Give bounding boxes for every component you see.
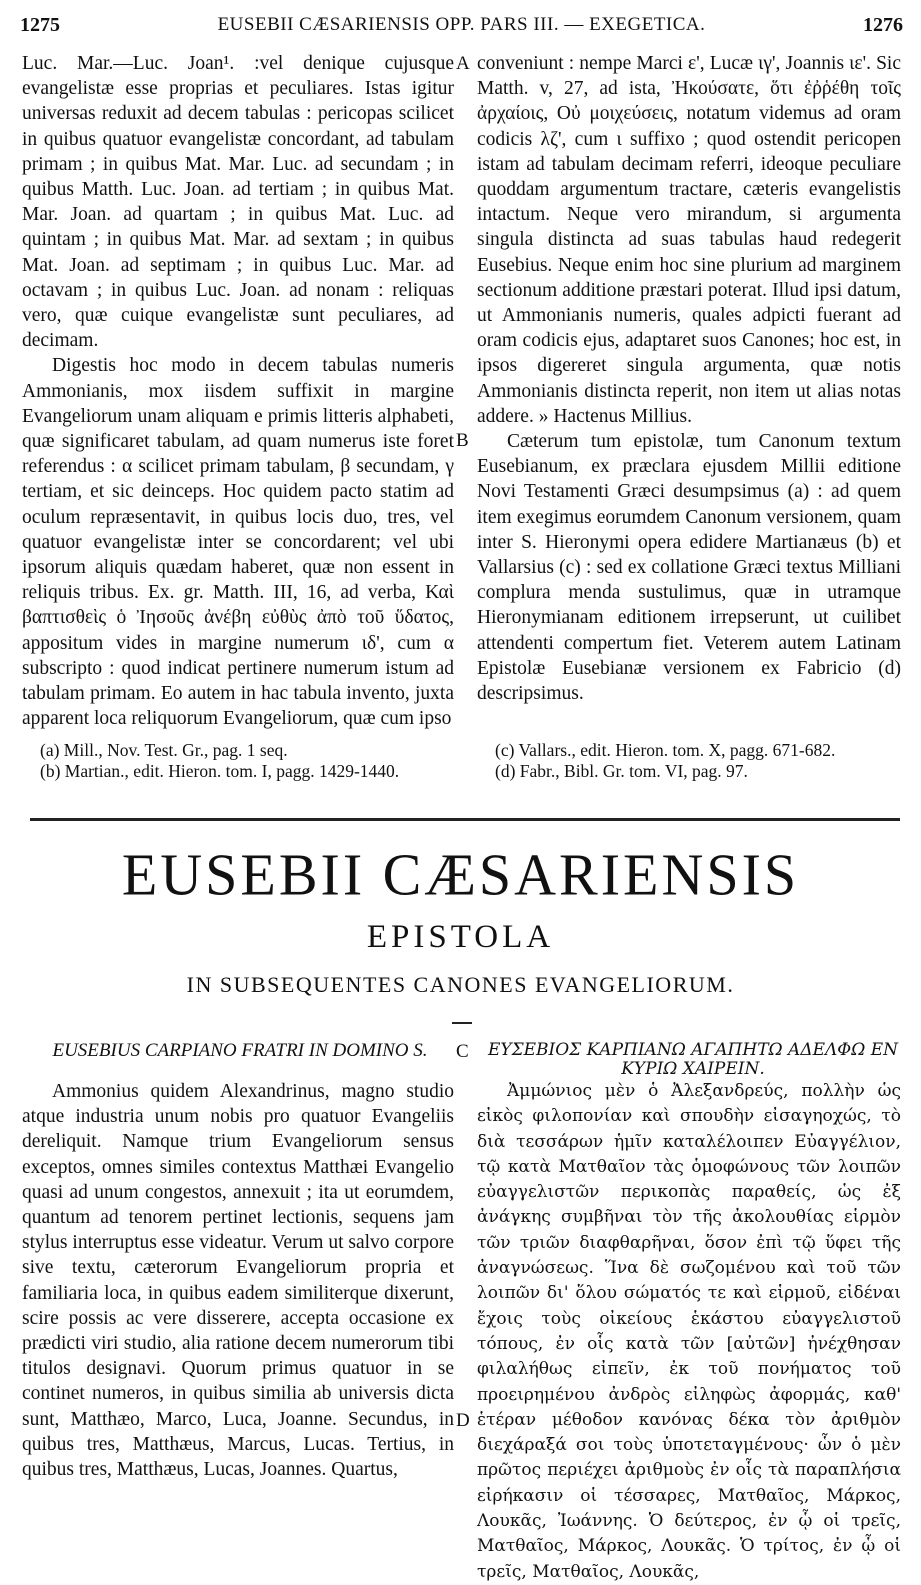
page-number-left: 1275 — [20, 14, 60, 36]
running-header — [20, 14, 903, 44]
footnotes-right — [495, 740, 905, 782]
page-number-right: 1276 — [863, 14, 903, 36]
margin-letter-c: C — [456, 1041, 469, 1062]
lower-greek-column — [477, 1079, 901, 1585]
footnote: (c) Vallars., edit. Hieron. tom. X, pagg. 671-682. — [495, 740, 836, 760]
paragraph: Ammonius quidem Alexandrinus, magno studio atque industria unum nobis pro quatuor Evangeliis dereliquit. Namque trium Evangeliorum sensus exceptos, omnes similes contextus Matthæi Evangelio quasi ad unum congestos, annexuit ; ita ut eorumdem, quantum ad tenorem pertinet lectionis, sequens jam stylus interruptus esse videatur. Verum ut salvo corpore sive textu, cæterorum Evangeliorum propria et familiaria loca, in quibus eadem similiterque dixerunt, scire possis ac vere disserere, accepta occasione ex prædicti viri studio, alia ratione decem numerorum tibi titulos designavi. Quorum primus quatuor in se continet numeros, in quibus similia ab universis dicta sunt, Matthæo, Marco, Luca, Joanne. Secundus, in quibus tres, Matthæus, Marcus, Lucas. Tertius, in quibus tres, Matthæus, Lucas, Joannes. Quartus, — [22, 1081, 454, 1481]
sub-title: EPISTOLA — [366, 919, 555, 955]
paragraph: Ἀμμώνιος μὲν ὁ Ἀλεξανδρεύς, πολλὴν ὡς εἰκὸς φιλοπονίαν καὶ σπουδὴν εἰσαγηοχώς, τὸ διὰ τεσσάρων ἡμῖν καταλέλοιπεν Εὐαγγέλιον, τῷ κατὰ Ματθαῖον τὰς ὁμοφώνους τῶν λοιπῶν εὐαγγελιστῶν περικοπὰς παραθείς, ὡς ἐξ ἀνάγκης συμβῆναι τὸν τῆς ἀκολουθίας εἱρμὸν τῶν τριῶν διαφθαρῆναι, ὅσον ἐπὶ τῷ ὕφει τῆς ἀναγνώσεως. Ἵνα δὲ σωζομένου καὶ τοῦ τῶν λοιπῶν δι' ὅλου σώματός τε καὶ εἱρμοῦ, εἰδέναι ἔχοις τοὺς οἰκείους ἑκάστου εὐαγγελιστοῦ τόπους, ἐν οἷς κατὰ τῶν [αὐτῶν] ἠνέχθησαν φιλαλήθως εἰπεῖν, ἐκ τοῦ πονήματος τοῦ προειρημένου ἀνδρὸς εἰληφὼς ἀφορμάς, καθ' ἑτέραν μέθοδον κανόνας δέκα τὸν ἀριθμὸν διεχάραξά σοι τοὺς ὑποτεταγμένους· ὧν ὁ μὲν πρῶτος περιέχει ἀριθμοὺς ἐν οἷς τὰ παραπλήσια εἰρήκασιν οἱ τέσσαρες, Ματθαῖος, Μάρκος, Λουκᾶς, Ἰωάννης. Ὁ δεύτερος, ἐν ᾧ οἱ τρεῖς, Ματθαῖος, Μάρκος, Λουκᾶς. Ὁ τρίτος, ἐν ᾧ οἱ τρεῖς, Ματθαῖος, Λουκᾶς, — [477, 1081, 901, 1582]
paragraph: Luc. Mar.—Luc. Joan¹. :vel denique cujusque evangelistæ esse proprias et peculiares. Istas igitur universas reduxit ad decem tabulas : pericopas scilicet in quibus quatuor evangelistæ concordant, ad tabulam primam ; in quibus Mat. Mar. Luc. ad secundam ; in quibus Matth. Luc. Joan. ad tertiam ; in quibus Mat. Mar. Joan. ad quartam ; in quibus Mat. Luc. ad quintam ; in quibus Mat. Mar. ad sextam ; in quibus Mat. Joan. ad septimam ; in quibus Luc. Mar. ad octavam ; in quibus Luc. Joan. ad nonam : reliquas vero, quæ cuique evangelistæ sunt peculiares, ad decimam. — [22, 53, 454, 352]
lower-latin-column — [22, 1079, 454, 1482]
footnote: (b) Martian., edit. Hieron. tom. I, pagg. 1429-1440. — [40, 761, 400, 781]
footnotes-left — [40, 740, 450, 782]
margin-letter-d: D — [456, 1410, 470, 1431]
margin-letter-b: B — [456, 430, 469, 451]
main-title: EUSEBII CÆSARIENSIS — [121, 841, 800, 908]
latin-salutation: EUSEBIUS CARPIANO FRATRI IN DOMINO S. — [52, 1040, 428, 1061]
paragraph: Digestis hoc modo in decem tabulas numeris Ammonianis, mox iisdem suffixit in margine Evangeliorum unam aliquam e primis litteris alphabeti, quæ significaret tabulam, ad quam numerus iste foret referendus : α scilicet primam tabulam, β secundam, γ tertiam, et sic deinceps. Hoc quidem pacto statim ad oculum repræsentavit, in quibus locis duo, tres, vel quatuor evangelistæ inter se concordarent; vel ubi ipsorum aliquis quædam haberet, quæ non essent in reliquis tribus. Ex. gr. Matth. III, 16, ad verba, Καὶ βαπτισθεὶς ὁ Ἰησοῦς ἀνέβη εὐθὺς ἀπὸ τοῦ ὕδατος, appositum vides in margine numerum ιδ', cum α subscripto : quod indicat pertinere numerum istum ad tabulam primam. Eo autem in hac tabula invento, juxta apparent loca reliquorum Evangeliorum, quæ cum ipso — [22, 355, 454, 730]
paragraph: Cæterum tum epistolæ, tum Canonum textum Eusebianum, ex præclara ejusdem Millii editione Novi Testamenti Græci desumpsimus (a) : ad quem item exegimus eorumdem Canonum versionem, quam inter S. Hieronymi opera edidere Martianæus (b) et Vallarsius (c) : sed ex collatione Græci textus Milliani complura menda sustulimus, quæ in utramque Hieronymianam editionem irrepserunt, ut cuilibet attendenti compertum fiet. Veterem autem Latinam Epistolæ Eusebianæ versionem ex Fabricio (d) descripsimus. — [477, 431, 901, 705]
greek-salutation: ΕΥΣΕΒΙΟΣ ΚΑΡΠΙΑΝΩ ΑΓΑΠΗΤΩ ΑΔΕΛΦΩ ΕΝ ΚΥΡΙΩ ΧΑΙΡΕΙΝ. — [487, 1040, 899, 1079]
paragraph: conveniunt : nempe Marci ε', Lucæ ιγ', Joannis ιε'. Sic Matth. v, 27, ad ista, Ἠκούσατε, ὅτι ἐῤῥέθη τοῖς ἀρχαίοις, Οὐ μοιχεύσεις, notatum videmus ad oram codicis λζ', cum ι suffixo ; quod ostendit pericopen istam ad tabulam decimam referri, ideoque peculiare quoddam argumentum tractare, cæteris evangelistis intactum. Neque vero mirandum, si argumenta singula distincta ad suas tabulas haud redegerit Eusebius. Neque enim hoc sine plurium ad marginem sectionum additione præstari poterat. Illud ipsi datum, ut Ammonianis numeris, quales adpicti fuerant ad oram codicis ejus, adaptaret suos Canones; hoc est, in ipsos digereret singula argumenta, quæ notis Ammonianis distincta reperit, non item ut alias notas addere. » Hactenus Millius. — [477, 53, 901, 427]
margin-letter-a: A — [456, 53, 470, 74]
top-right-column — [477, 51, 901, 706]
top-left-column — [22, 51, 454, 731]
section-rule — [30, 818, 900, 821]
footnote: (d) Fabr., Bibl. Gr. tom. VI, pag. 97. — [495, 761, 748, 781]
title-dash — [452, 1022, 472, 1024]
third-title: IN SUBSEQUENTES CANONES EVANGELIORUM. — [186, 972, 735, 997]
running-title: EUSEBII CÆSARIENSIS OPP. PARS III. — EXEGETICA. — [217, 14, 706, 35]
footnote: (a) Mill., Nov. Test. Gr., pag. 1 seq. — [40, 740, 288, 760]
